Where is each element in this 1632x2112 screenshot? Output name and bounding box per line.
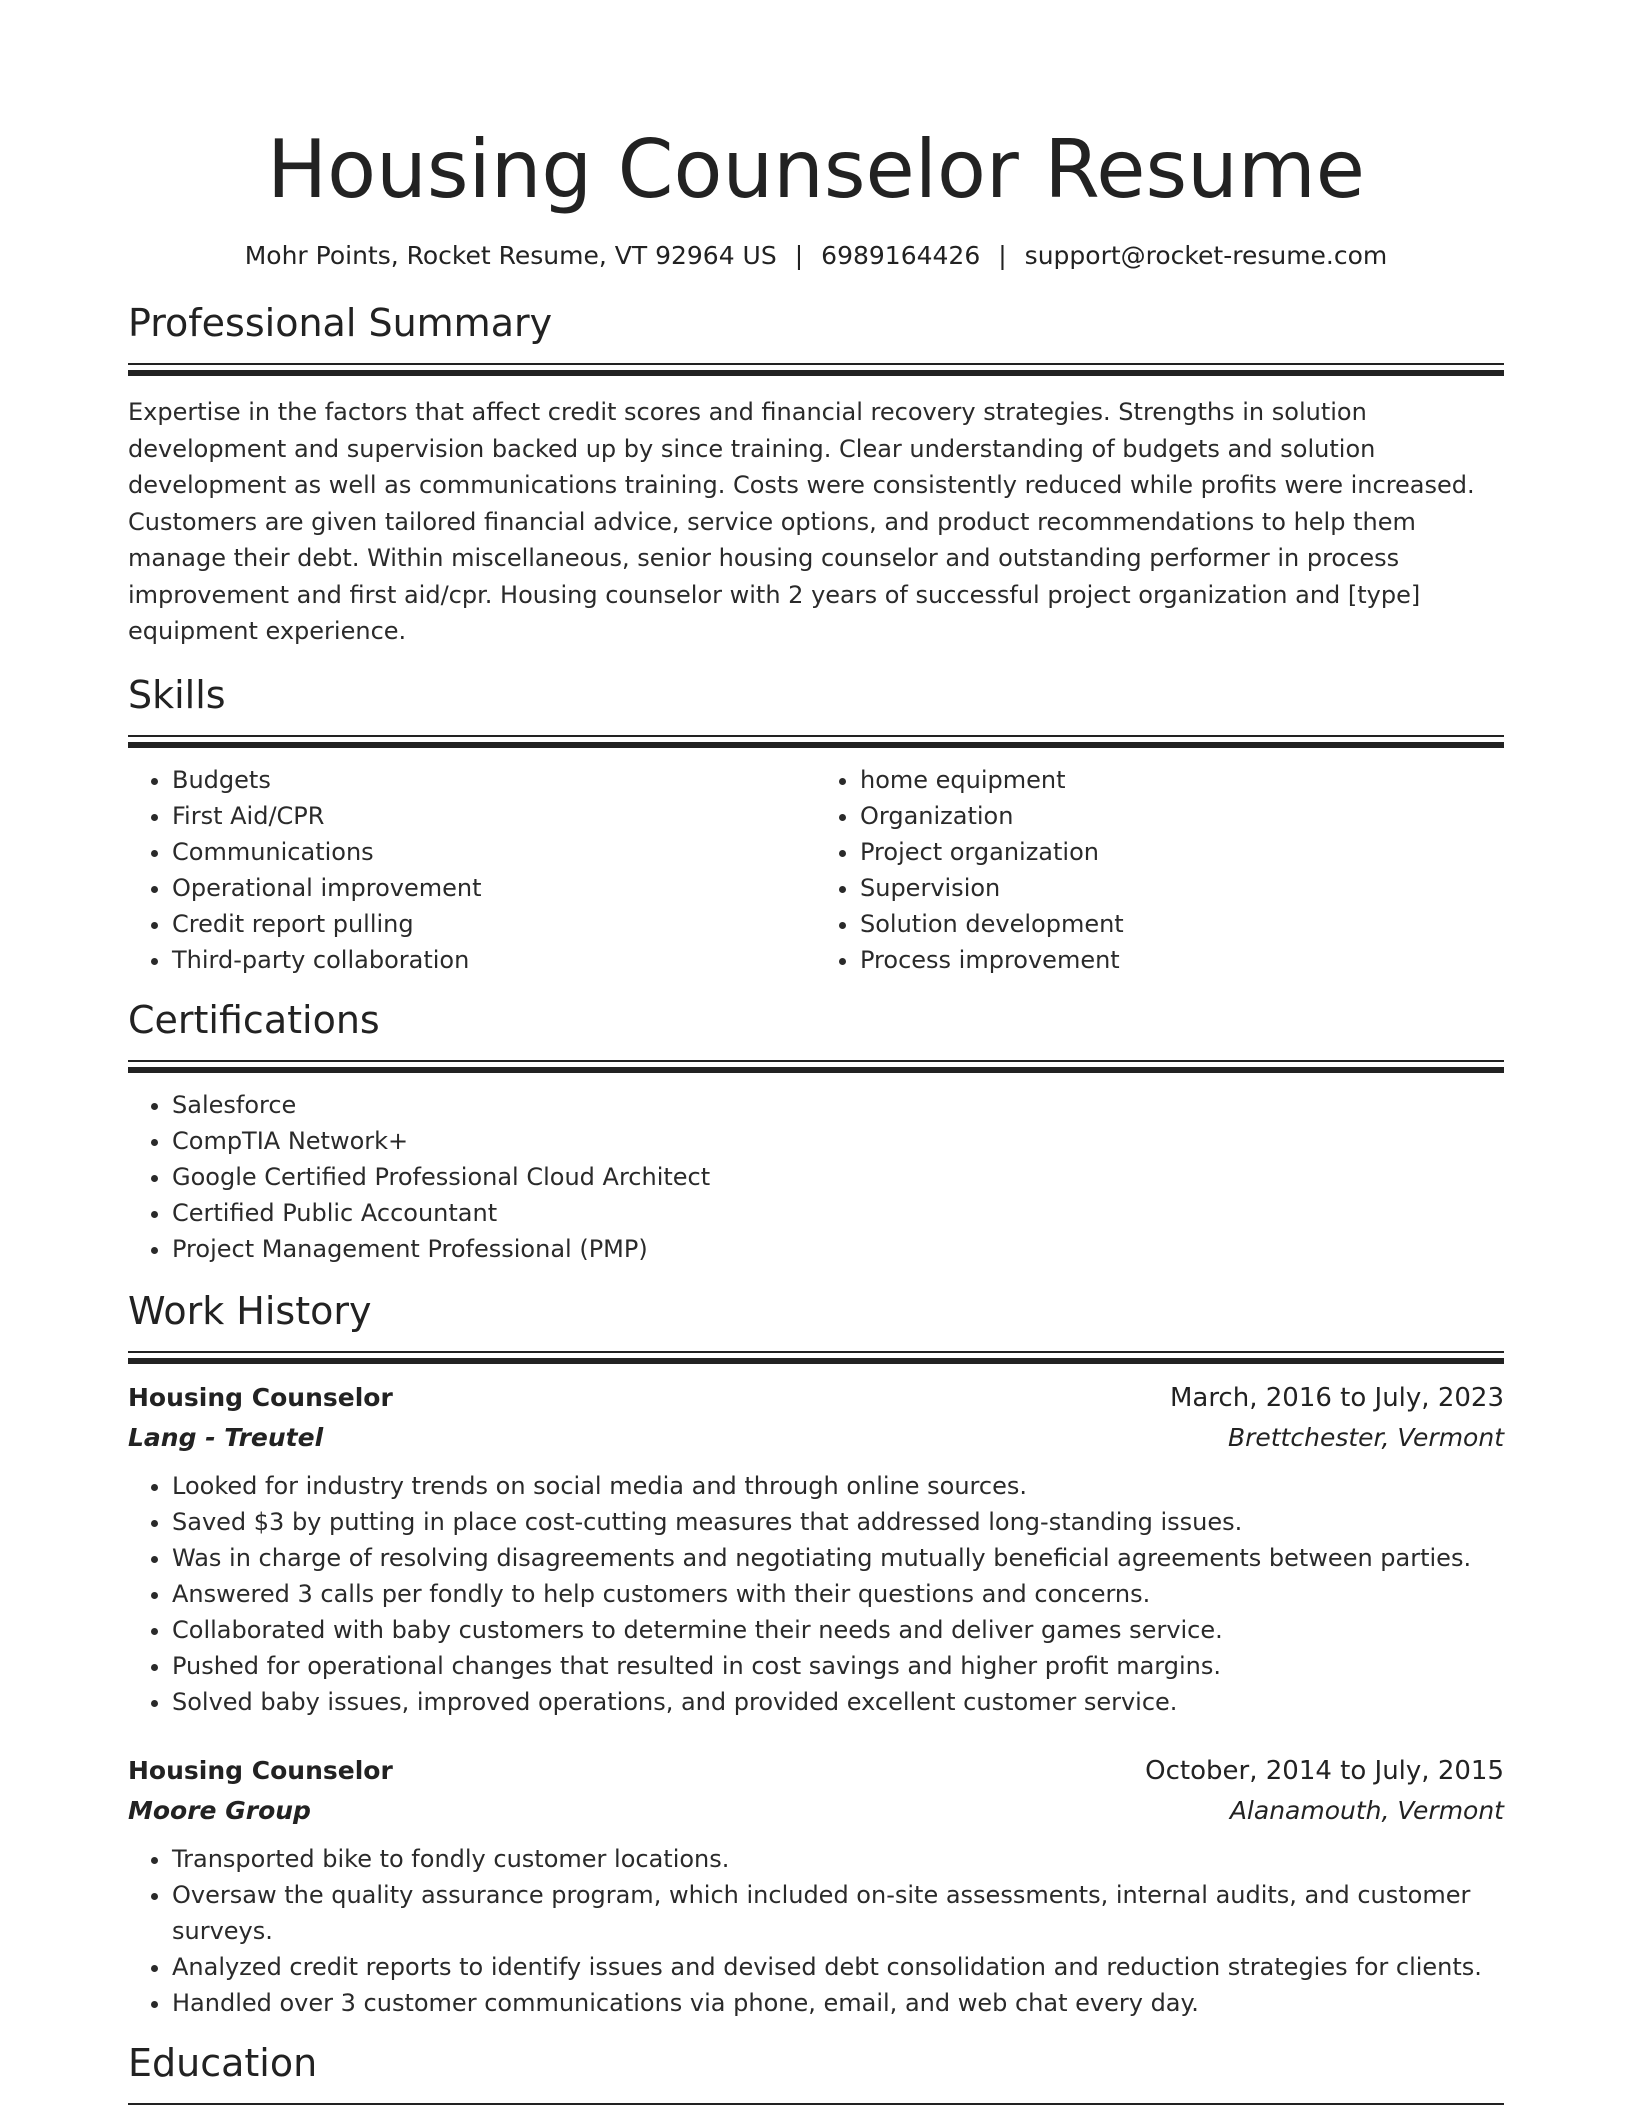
contact-separator: |: [794, 241, 804, 270]
job-location: Brettchester, Vermont: [1227, 1422, 1504, 1452]
skills-grid: [128, 762, 1504, 978]
skill-item: • Budgets: [172, 762, 816, 798]
job-bullet: • Collaborated with baby customers to determine their needs and deliver games service.: [172, 1612, 1504, 1648]
skills-list-right: [816, 762, 1504, 978]
contact-separator: |: [998, 241, 1007, 270]
education-heading: Education: [128, 2040, 318, 2085]
job-bullet: • Transported bike to fondly customer locations.: [172, 1841, 1504, 1877]
certification-item: • CompTIA Network+: [172, 1123, 1504, 1159]
section-divider: [128, 2103, 1504, 2105]
resume-title: Housing Counselor Resume: [267, 123, 1365, 216]
job-bullet: • Pushed for operational changes that resulted in cost savings and higher profit margins.: [172, 1648, 1504, 1684]
job-bullets: [128, 1841, 1504, 2021]
skill-item: • home equipment: [860, 762, 1504, 798]
skill-item: • Credit report pulling: [172, 906, 816, 942]
work-history-section: [128, 1285, 1504, 2021]
skill-item: • Third-party collaboration: [172, 942, 816, 978]
job-company-row: [128, 1418, 1504, 1458]
job-title: Housing Counselor: [128, 1755, 393, 1785]
contact-phone: 6989164426: [821, 241, 981, 270]
work-history-heading: Work History: [128, 1288, 372, 1333]
certification-item: • Google Certified Professional Cloud Architect: [172, 1159, 1504, 1195]
skill-item: • Project organization: [860, 834, 1504, 870]
certification-item: • Certified Public Accountant: [172, 1195, 1504, 1231]
summary-text: Expertise in the factors that affect credit scores and financial recovery strategies. Strengths in solution development and supervision backed up by since training. Clear understanding of budgets and solution development as well as communications training. Costs were consistently reduced while profits were increased. Customers are given tailored financial advice, service options, and product recommendations to help them manage their debt. Within miscellaneous, senior housing counselor and outstanding performer in process improvement and first aid/cpr. Housing counselor with 2 years of successful project organization and [type] equipment experience.: [128, 398, 1475, 645]
section-divider: [128, 1060, 1504, 1062]
job-entry: [128, 1378, 1504, 1720]
certifications-list: [128, 1087, 1504, 1267]
certification-item: • Salesforce: [172, 1087, 1504, 1123]
skill-item: • Process improvement: [860, 942, 1504, 978]
job-header-row: [128, 1378, 1504, 1418]
job-bullet: • Answered 3 calls per fondly to help customers with their questions and concerns.: [172, 1576, 1504, 1612]
summary-heading: Professional Summary: [128, 301, 553, 345]
certifications-heading: Certifications: [128, 997, 380, 1042]
job-bullet: • Analyzed credit reports to identify issues and devised debt consolidation and reduction strategies for clients.: [172, 1949, 1504, 1985]
contact-email: support@rocket-resume.com: [1024, 241, 1388, 270]
section-divider-thick: [128, 1067, 1504, 1073]
certifications-section: [128, 994, 1504, 1267]
contact-address: Mohr Points, Rocket Resume, VT 92964 US: [244, 241, 777, 270]
certification-item: • Project Management Professional (PMP): [172, 1231, 1504, 1267]
skills-heading: Skills: [128, 672, 226, 717]
job-company-row: [128, 1791, 1504, 1831]
skill-item: • Organization: [860, 798, 1504, 834]
section-divider-thick: [128, 370, 1504, 376]
job-entry: [128, 1751, 1504, 2021]
skill-item: • Solution development: [860, 906, 1504, 942]
section-divider: [128, 735, 1504, 737]
job-bullet: • Solved baby issues, improved operations, and provided excellent customer service.: [172, 1684, 1504, 1720]
education-section: [128, 2037, 1504, 2105]
job-company: Lang - Treutel: [128, 1422, 324, 1452]
skill-item: • First Aid/CPR: [172, 798, 816, 834]
skills-list-left: [128, 762, 816, 978]
job-header-row: [128, 1751, 1504, 1791]
section-divider-thick: [128, 1358, 1504, 1364]
section-divider: [128, 1351, 1504, 1353]
job-dates: March, 2016 to July, 2023: [1169, 1382, 1504, 1413]
job-company: Moore Group: [128, 1795, 311, 1825]
summary-section: [128, 297, 1504, 650]
job-bullet: • Saved $3 by putting in place cost-cutting measures that addressed long-standing issues.: [172, 1504, 1504, 1540]
skill-item: • Operational improvement: [172, 870, 816, 906]
contact-line: [128, 238, 1504, 274]
job-dates: October, 2014 to July, 2015: [1145, 1755, 1504, 1786]
job-bullet: • Oversaw the quality assurance program, which included on-site assessments, internal audits, and customer surveys.: [172, 1877, 1504, 1949]
job-bullet: • Handled over 3 customer communications via phone, email, and web chat every day.: [172, 1985, 1504, 2021]
skill-item: • Communications: [172, 834, 816, 870]
job-bullets: [128, 1468, 1504, 1720]
job-bullet: • Was in charge of resolving disagreements and negotiating mutually beneficial agreements between parties.: [172, 1540, 1504, 1576]
job-title: Housing Counselor: [128, 1382, 393, 1412]
skill-item: • Supervision: [860, 870, 1504, 906]
section-divider-thick: [128, 742, 1504, 748]
section-divider: [128, 363, 1504, 365]
skills-section: [128, 669, 1504, 978]
job-location: Alanamouth, Vermont: [1229, 1795, 1504, 1825]
job-bullet: • Looked for industry trends on social media and through online sources.: [172, 1468, 1504, 1504]
